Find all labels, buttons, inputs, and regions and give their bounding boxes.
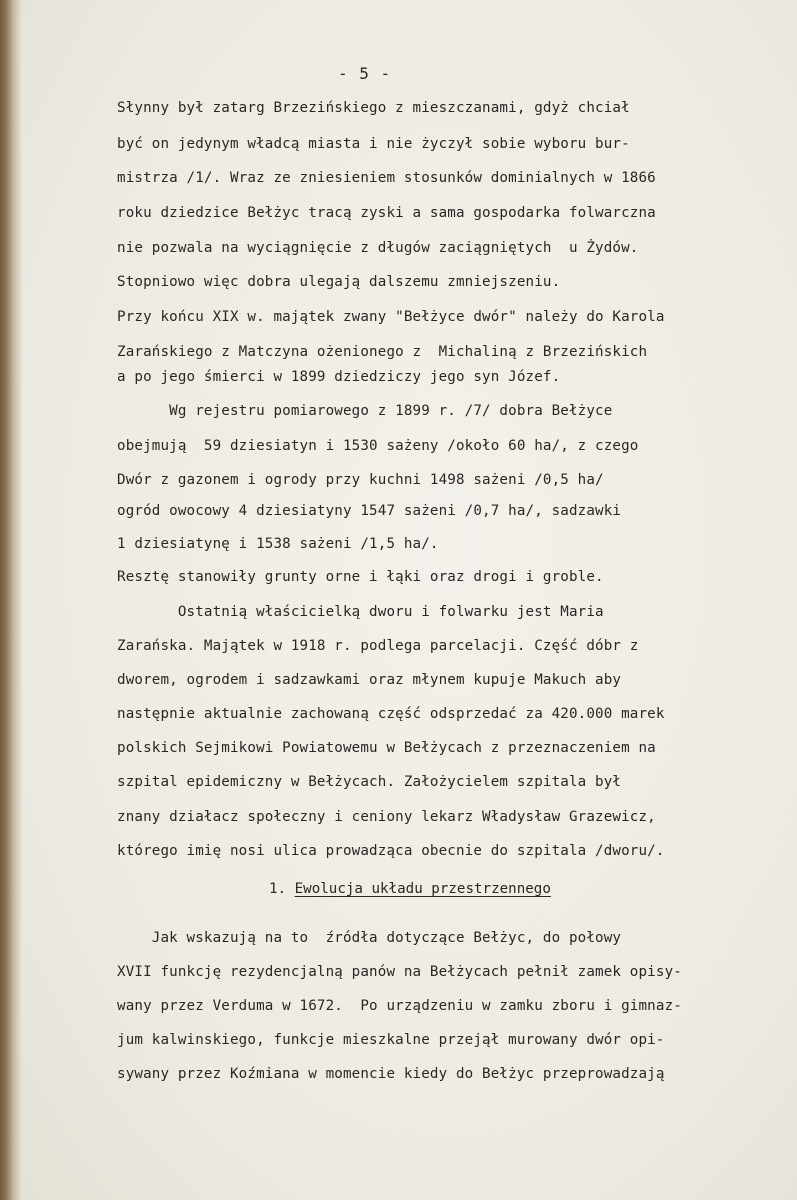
text-line: mistrza /1/. Wraz ze zniesieniem stosunków dominialnych w 1866	[117, 170, 656, 186]
section-heading-title: Ewolucja układu przestrzennego	[294, 881, 551, 897]
text-line: sywany przez Koźmiana w momencie kiedy do Bełżyc przeprowadzają	[117, 1066, 665, 1082]
text-line: którego imię nosi ulica prowadząca obecnie do szpitala /dworu/.	[117, 843, 665, 859]
text-line: dworem, ogrodem i sadzawkami oraz młynem kupuje Makuch aby	[117, 672, 622, 688]
text-line: Stopniowo więc dobra ulegają dalszemu zmniejszeniu.	[117, 274, 561, 290]
page-number: - 5 -	[338, 64, 392, 83]
text-line: polskich Sejmikowi Powiatowemu w Bełżycach z przeznaczeniem na	[117, 740, 656, 756]
text-line: Zarańskiego z Matczyna ożenionego z Michaliną z Brzezińskich	[117, 344, 648, 360]
text-line: znany działacz społeczny i ceniony lekarz Władysław Grazewicz,	[117, 809, 656, 825]
text-line: roku dziedzice Bełżyc tracą zyski a sama gospodarka folwarczna	[117, 205, 656, 221]
text-line: ogród owocowy 4 dziesiatyny 1547 sażeni /0,7 ha/, sadzawki	[117, 503, 622, 519]
text-line: być on jedynym władcą miasta i nie życzył sobie wyboru bur-	[117, 136, 630, 152]
text-line: nie pozwala na wyciągnięcie z długów zaciągniętych u Żydów.	[117, 240, 639, 256]
text-line: Słynny był zatarg Brzezińskiego z mieszczanami, gdyż chciał	[117, 100, 630, 116]
text-line: a po jego śmierci w 1899 dziedziczy jego syn Józef.	[117, 369, 561, 385]
text-line: Wg rejestru pomiarowego z 1899 r. /7/ dobra Bełżyce	[117, 403, 613, 419]
binding-edge	[0, 0, 22, 1200]
text-line: Jak wskazują na to źródła dotyczące Bełżyc, do połowy	[117, 930, 622, 946]
text-line: Ostatnią właścicielką dworu i folwarku jest Maria	[117, 604, 604, 620]
text-line: Przy końcu XIX w. majątek zwany "Bełżyce dwór" należy do Karola	[117, 309, 665, 325]
text-line: Dwór z gazonem i ogrody przy kuchni 1498 sażeni /0,5 ha/	[117, 472, 604, 488]
text-line: Zarańska. Majątek w 1918 r. podlega parcelacji. Część dóbr z	[117, 638, 639, 654]
text-line: szpital epidemiczny w Bełżycach. Założycielem szpitala był	[117, 774, 622, 790]
text-line: Resztę stanowiły grunty orne i łąki oraz drogi i groble.	[117, 569, 604, 585]
text-line: wany przez Verduma w 1672. Po urządzeniu w zamku zboru i gimnaz-	[117, 998, 682, 1014]
section-heading-number: 1.	[269, 881, 295, 897]
text-line: jum kalwinskiego, funkcje mieszkalne przejął murowany dwór opi-	[117, 1032, 665, 1048]
text-line: 1 dziesiatynę i 1538 sażeni /1,5 ha/.	[117, 536, 439, 552]
section-heading	[269, 881, 551, 897]
text-line: obejmują 59 dziesiatyn i 1530 sażeny /około 60 ha/, z czego	[117, 438, 639, 454]
text-line: następnie aktualnie zachowaną część odsprzedać za 420.000 marek	[117, 706, 665, 722]
text-line: XVII funkcję rezydencjalną panów na Bełżycach pełnił zamek opisy-	[117, 964, 682, 980]
